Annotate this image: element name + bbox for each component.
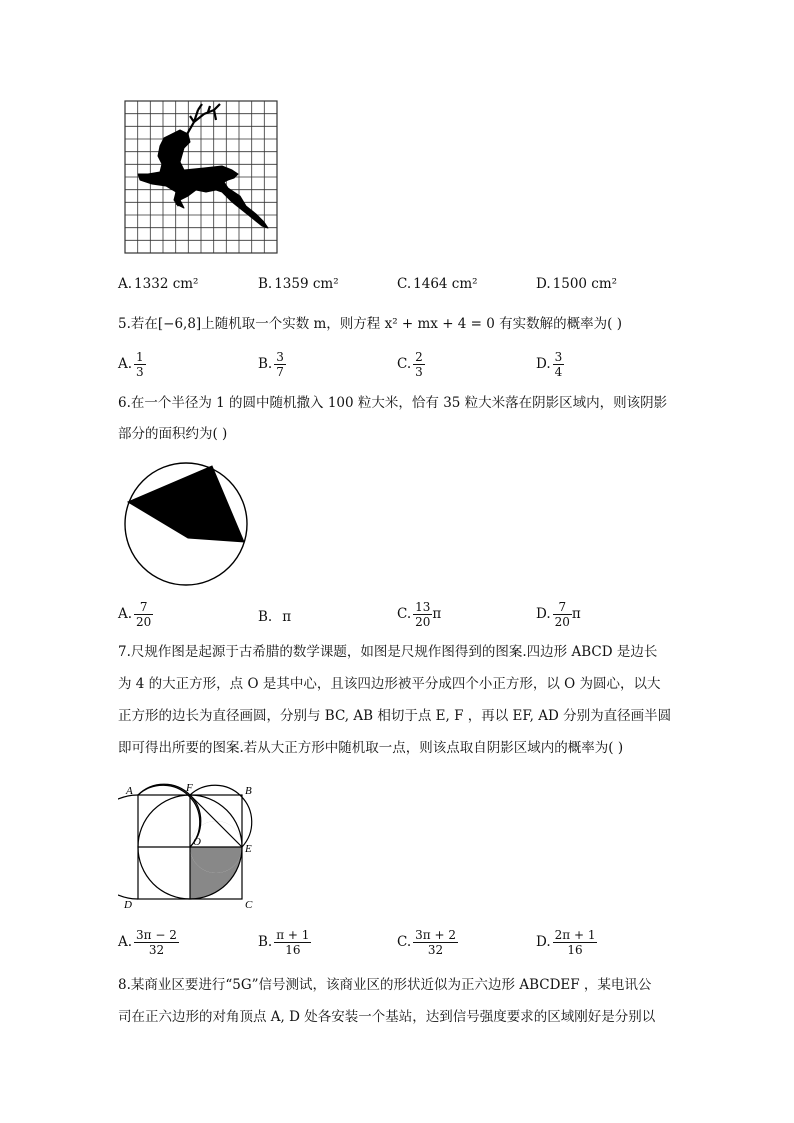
q7-stem-line2: 为 4 的大正方形，点 O 是其中心，且该四边形被平分成四个小正方形，以 O 为圆心，以大 <box>118 676 661 692</box>
q7-option-b[interactable]: B. $\frac{\pi + 1}{16}$ <box>258 928 310 957</box>
q6-stem-line2: 部分的面积约为( ) <box>118 426 228 442</box>
q4-option-b[interactable]: B. 1359 cm² <box>258 276 339 292</box>
q4-option-d[interactable]: D. 1500 cm² <box>536 276 618 292</box>
label-c: C <box>245 899 253 910</box>
label-b: B <box>245 785 252 797</box>
q7-option-d[interactable]: D. $\frac{2\pi + 1}{16}$ <box>536 928 596 957</box>
q7-stem-line1: 7.尺规作图是起源于古希腊的数学课题，如图是尺规作图得到的图案.四边形 ABCD 是边长 <box>118 644 658 660</box>
q6-stem-line1: 6.在一个半径为 1 的圆中随机撒入 100 粒大米，恰有 35 粒大米落在阴影区域内，则该阴影 <box>118 395 668 411</box>
q7-option-c[interactable]: C. $\frac{3\pi + 2}{32}$ <box>397 928 456 957</box>
q5-option-a[interactable]: A. $\frac{1}{3}$ <box>118 350 144 379</box>
q5-option-d[interactable]: D. $\frac{3}{4}$ <box>536 350 563 379</box>
q7-stem-line3: 正方形的边长为直径画圆，分别与 BC, AB 相切于点 E, F ，再以 EF, AD 分别为直径画半圆 <box>118 708 672 724</box>
label-f: F <box>186 782 193 794</box>
q5-stem: 5.若在[−6,8]上随机取一个实数 m，则方程 x² + mx + 4 = 0 有实数解的概率为( ) <box>118 316 622 332</box>
label-a: A <box>126 785 133 797</box>
q7-option-a[interactable]: A. $\frac{3\pi - 2}{32}$ <box>118 928 177 957</box>
q7-stem-line4: 即可得出所要的图案.若从大正方形中随机取一点，则该点取自阴影区域内的概率为( ) <box>118 740 624 756</box>
circle-shaded-polygon-figure <box>120 462 252 588</box>
q6-option-d[interactable]: D. $\frac{7}{20}$ π <box>536 600 581 629</box>
q8-stem-line2: 司在正六边形的对角顶点 A, D 处各安装一个基站，达到信号强度要求的区域刚好是分别以 <box>118 1009 656 1025</box>
q6-option-c[interactable]: C. $\frac{13}{20}$ π <box>397 600 442 629</box>
label-o: O <box>193 836 201 848</box>
q5-option-c[interactable]: C. $\frac{2}{3}$ <box>397 350 423 379</box>
square-circle-construction-figure <box>118 780 268 910</box>
q4-option-c[interactable]: C. 1464 cm² <box>397 276 478 292</box>
q6-option-a[interactable]: A. $\frac{7}{20}$ <box>118 600 152 629</box>
label-e: E <box>245 843 252 855</box>
q4-option-a[interactable]: A. 1332 cm² <box>118 276 199 292</box>
q6-option-b[interactable]: B. π <box>258 609 292 625</box>
label-d: D <box>124 899 132 910</box>
q5-option-b[interactable]: B. $\frac{3}{7}$ <box>258 350 284 379</box>
deer-grid-figure <box>124 100 279 255</box>
q8-stem-line1: 8.某商业区要进行“5G”信号测试，该商业区的形状近似为正六边形 ABCDEF ，某电讯公 <box>118 977 652 993</box>
